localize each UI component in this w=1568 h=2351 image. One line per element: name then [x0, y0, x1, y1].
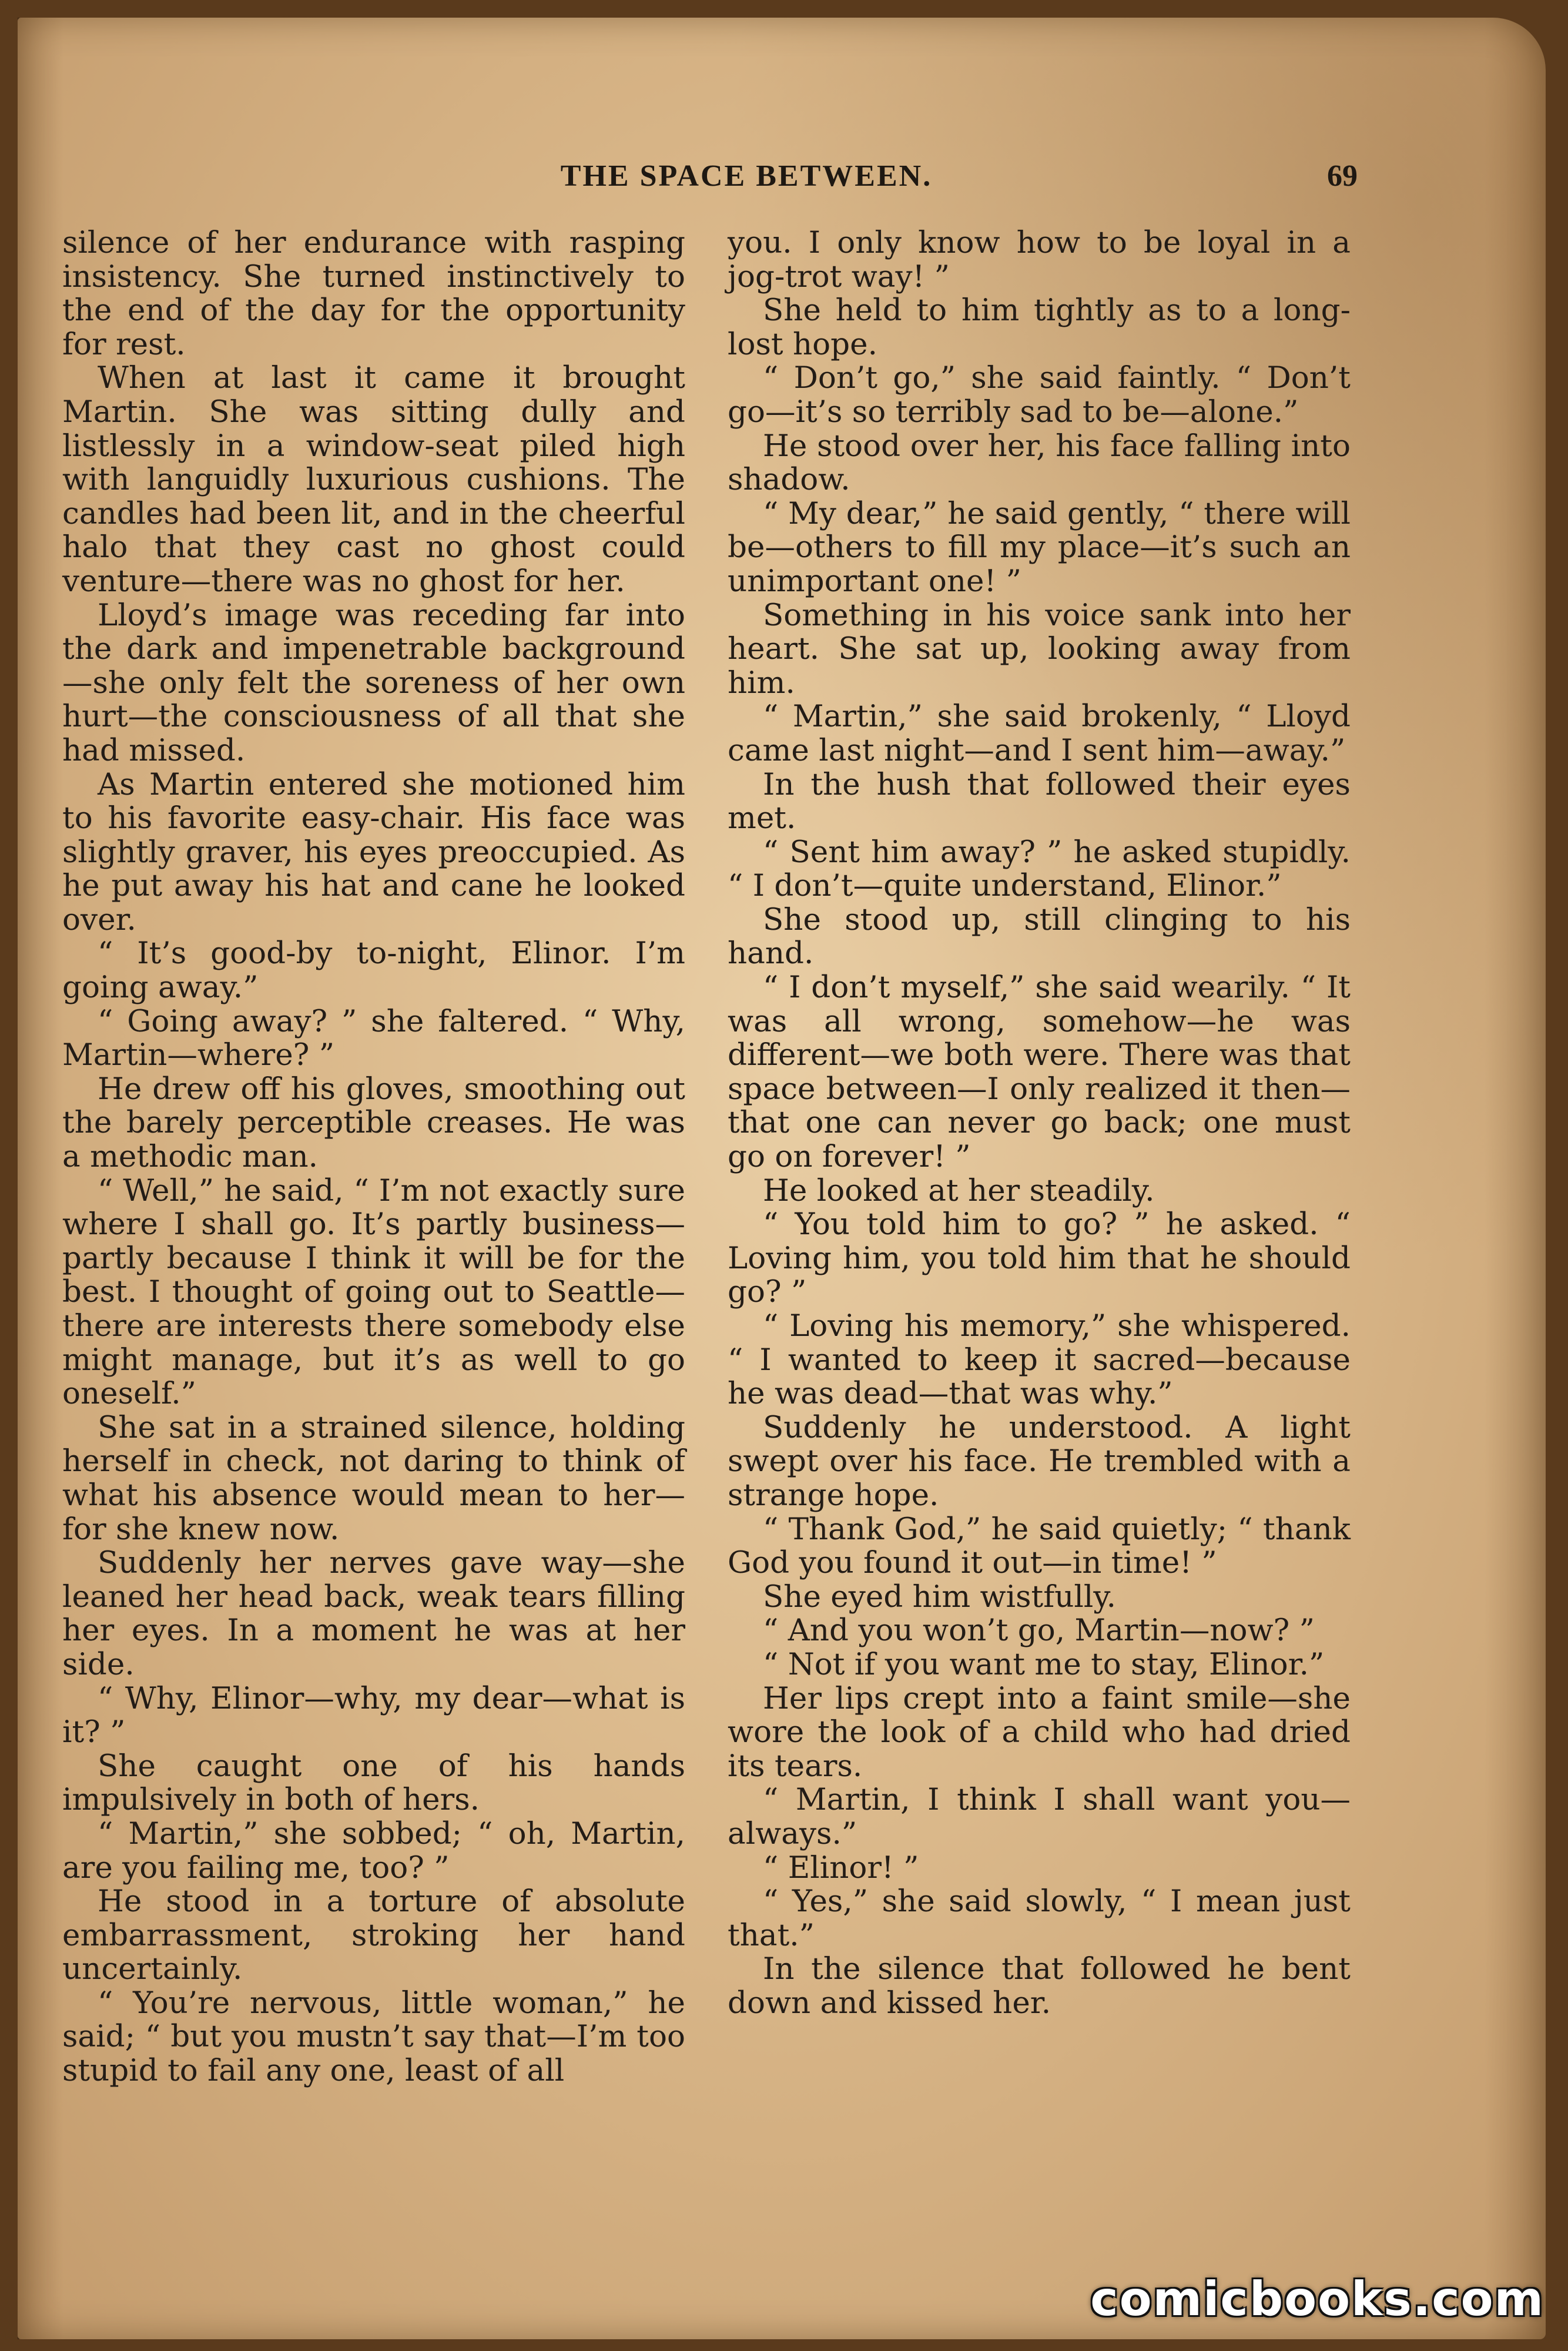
paragraph: “ You told him to go? ” he asked. “ Loving him, you told him that he should go? ”: [728, 1207, 1351, 1310]
paragraph: Lloyd’s image was receding far into the dark and impenetrable background —she only felt the soreness of her own hurt—the consciousness of all that she had missed.: [62, 597, 685, 768]
paragraph: “ Martin, I think I shall want you—always.”: [728, 1782, 1351, 1851]
watermark: comicbooks.com: [1090, 2272, 1544, 2326]
paragraph: Her lips crept into a faint smile—she wore the look of a child who had dried its tears.: [728, 1680, 1351, 1784]
paragraph: “ Not if you want me to stay, Elinor.”: [763, 1646, 1325, 1682]
paragraph: “ My dear,” he said gently, “ there will be—others to fill my place—it’s such an unimportant one! ”: [728, 495, 1351, 599]
paragraph: He stood over her, his face falling into shadow.: [728, 428, 1351, 498]
paragraph: Something in his voice sank into her heart. She sat up, looking away from him.: [728, 597, 1351, 701]
paragraph: She caught one of his hands impulsively in both of hers.: [62, 1748, 685, 1818]
paragraph: He stood in a torture of absolute embarrassment, stroking her hand uncertainly.: [62, 1884, 685, 1987]
paragraph: “ Elinor! ”: [763, 1850, 919, 1886]
paragraph: She eyed him wistfully.: [763, 1579, 1117, 1615]
paragraph: “ It’s good-by to-night, Elinor. I’m going away.”: [62, 936, 685, 1006]
paragraph: “ I don’t myself,” she said wearily. “ It was all wrong, somehow—he was different—we both were. There was that space between—I only realized it then—that one can never go back; one must go on forever! ”: [728, 970, 1351, 1175]
paragraph: When at last it came it brought Martin. She was sitting dully and listlessly in a window-seat piled high with languidly luxurious cushions. The candles had been lit, and in the cheerful halo that they cast no ghost could venture—there was no ghost for her.: [62, 360, 685, 599]
paragraph: “ Well,” he said, “ I’m not exactly sure where I shall go. It’s partly business—partly because I think it will be for the best. I thought of going out to Seattle—there are interests there somebody else might manage, but it’s as well to go oneself.”: [62, 1173, 685, 1412]
paragraph: silence of her endurance with rasping insistency. She turned instinctively to the end of the day for the opportunity for rest.: [62, 225, 685, 362]
paragraph: She held to him tightly as to a long-lost hope.: [728, 293, 1351, 362]
paragraph: “ Loving his memory,” she whispered. “ I wanted to keep it sacred—because he was dead—that was why.”: [728, 1308, 1351, 1412]
paragraph: “ Going away? ” she faltered. “ Why, Martin—where? ”: [62, 1003, 685, 1073]
paragraph: As Martin entered she motioned him to his favorite easy-chair. His face was slightly graver, his eyes preoccupied. As he put away his hat and cane he looked over.: [62, 766, 685, 937]
paragraph: you. I only know how to be loyal in a jog-trot way! ”: [728, 225, 1351, 294]
paragraph: “ Martin,” she sobbed; “ oh, Martin, are you failing me, too? ”: [62, 1816, 685, 1886]
paragraph: “ You’re nervous, little woman,” he said; “ but you mustn’t say that—I’m too stupid to fail any one, least of all: [62, 1985, 685, 2089]
paragraph: “ Sent him away? ” he asked stupidly. “ I don’t—quite understand, Elinor.”: [728, 834, 1351, 904]
paragraph: Suddenly her nerves gave way—she leaned her head back, weak tears filling her eyes. In a moment he was at her side.: [62, 1545, 685, 1682]
paragraph: He looked at her steadily.: [763, 1173, 1155, 1208]
paragraph: “ Why, Elinor—why, my dear—what is it? ”: [62, 1680, 685, 1750]
paragraph: “ Don’t go,” she said faintly. “ Don’t go—it’s so terribly sad to be—alone.”: [728, 360, 1351, 430]
paragraph: “ Thank God,” he said quietly; “ thank God you found it out—in time! ”: [728, 1511, 1351, 1581]
paragraph: She sat in a strained silence, holding herself in check, not daring to think of what his absence would mean to her—for she knew now.: [62, 1409, 685, 1547]
paragraph: In the hush that followed their eyes met.: [728, 766, 1351, 836]
left-column: [62, 226, 685, 2166]
page-header: [59, 159, 1381, 212]
paragraph: In the silence that followed he bent down and kissed her.: [728, 1951, 1351, 2021]
paragraph: He drew off his gloves, smoothing out the barely perceptible creases. He was a methodic man.: [62, 1071, 685, 1175]
paragraph: “ Martin,” she said brokenly, “ Lloyd came last night—and I sent him—away.”: [728, 699, 1351, 768]
page-number: 69: [1327, 159, 1358, 193]
running-title: THE SPACE BETWEEN.: [560, 159, 933, 193]
paragraph: She stood up, still clinging to his hand.: [728, 902, 1351, 972]
right-column: [728, 226, 1351, 2166]
paragraph: “ Yes,” she said slowly, “ I mean just that.”: [728, 1884, 1351, 1953]
paragraph: “ And you won’t go, Martin—now? ”: [763, 1613, 1315, 1649]
paragraph: Suddenly he understood. A light swept over his face. He trembled with a strange hope.: [728, 1409, 1351, 1513]
